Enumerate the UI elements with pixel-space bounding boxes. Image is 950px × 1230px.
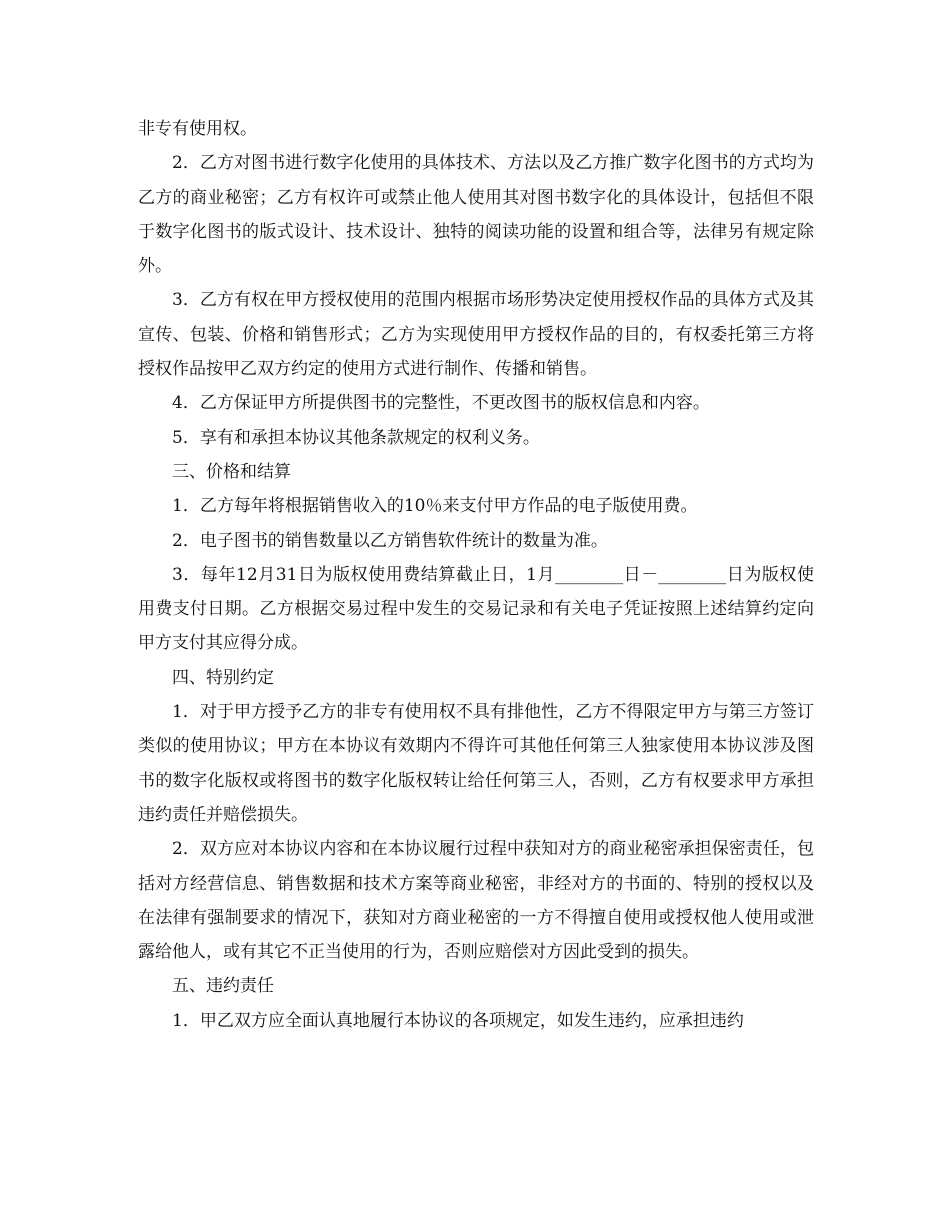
paragraph-clause: 4．乙方保证甲方所提供图书的完整性，不更改图书的版权信息和内容。	[172, 393, 710, 414]
paragraph-clause: 2．电子图书的销售数量以乙方销售软件统计的数量为准。	[172, 530, 608, 551]
paragraph-clause: 1．乙方每年将根据销售收入的10％来支付甲方作品的电子版使用费。	[172, 496, 698, 517]
paragraph-clause: 2．双方应对本协议内容和在本协议履行过程中获知对方的商业秘密承担保密责任，包括对方经营信息、销售数据和技术方案等商业秘密，非经对方的书面的、特别的授权以及在法律有强制要求的情况下，获知对方商业秘密的一方不得擅自使用或授权他人使用或泄露给他人，或有其它不正当使用的行为，否则应赔偿对方因此受到的损失。	[138, 839, 814, 963]
paragraph-continuation: 非专有使用权。	[138, 119, 257, 139]
document-body	[138, 112, 814, 1038]
section-heading: 三、价格和结算	[172, 461, 291, 482]
paragraph-clause: 5．享有和承担本协议其他条款规定的权利义务。	[172, 427, 540, 448]
paragraph-clause: 3．每年12月31日为版权使用费结算截止日，1月________日－________日为版权使用费支付日期。乙方根据交易过程中发生的交易记录和有关电子凭证按照上述结算约定向甲方支付其应得分成。	[138, 564, 814, 654]
paragraph-clause: 1．对于甲方授予乙方的非专有使用权不具有排他性，乙方不得限定甲方与第三方签订类似的使用协议；甲方在本协议有效期内不得许可其他任何第三人独家使用本协议涉及图书的数字化版权或将图书的数字化版权转让给任何第三人，否则，乙方有权要求甲方承担违约责任并赔偿损失。	[138, 702, 814, 825]
paragraph-clause: 1．甲乙双方应全面认真地履行本协议的各项规定，如发生违约，应承担违约	[172, 1010, 744, 1031]
paragraph-clause: 2．乙方对图书进行数字化使用的具体技术、方法以及乙方推广数字化图书的方式均为乙方的商业秘密；乙方有权许可或禁止他人使用其对图书数字化的具体设计，包括但不限于数字化图书的版式设计、技术设计、独特的阅读功能的设置和组合等，法律另有规定除外。	[138, 153, 814, 277]
paragraph-clause: 3．乙方有权在甲方授权使用的范围内根据市场形势决定使用授权作品的具体方式及其宣传、包装、价格和销售形式；乙方为实现使用甲方授权作品的目的，有权委托第三方将授权作品按甲乙双方约定的使用方式进行制作、传播和销售。	[138, 290, 814, 380]
section-heading: 四、特别约定	[172, 667, 274, 688]
section-heading: 五、违约责任	[172, 976, 274, 997]
